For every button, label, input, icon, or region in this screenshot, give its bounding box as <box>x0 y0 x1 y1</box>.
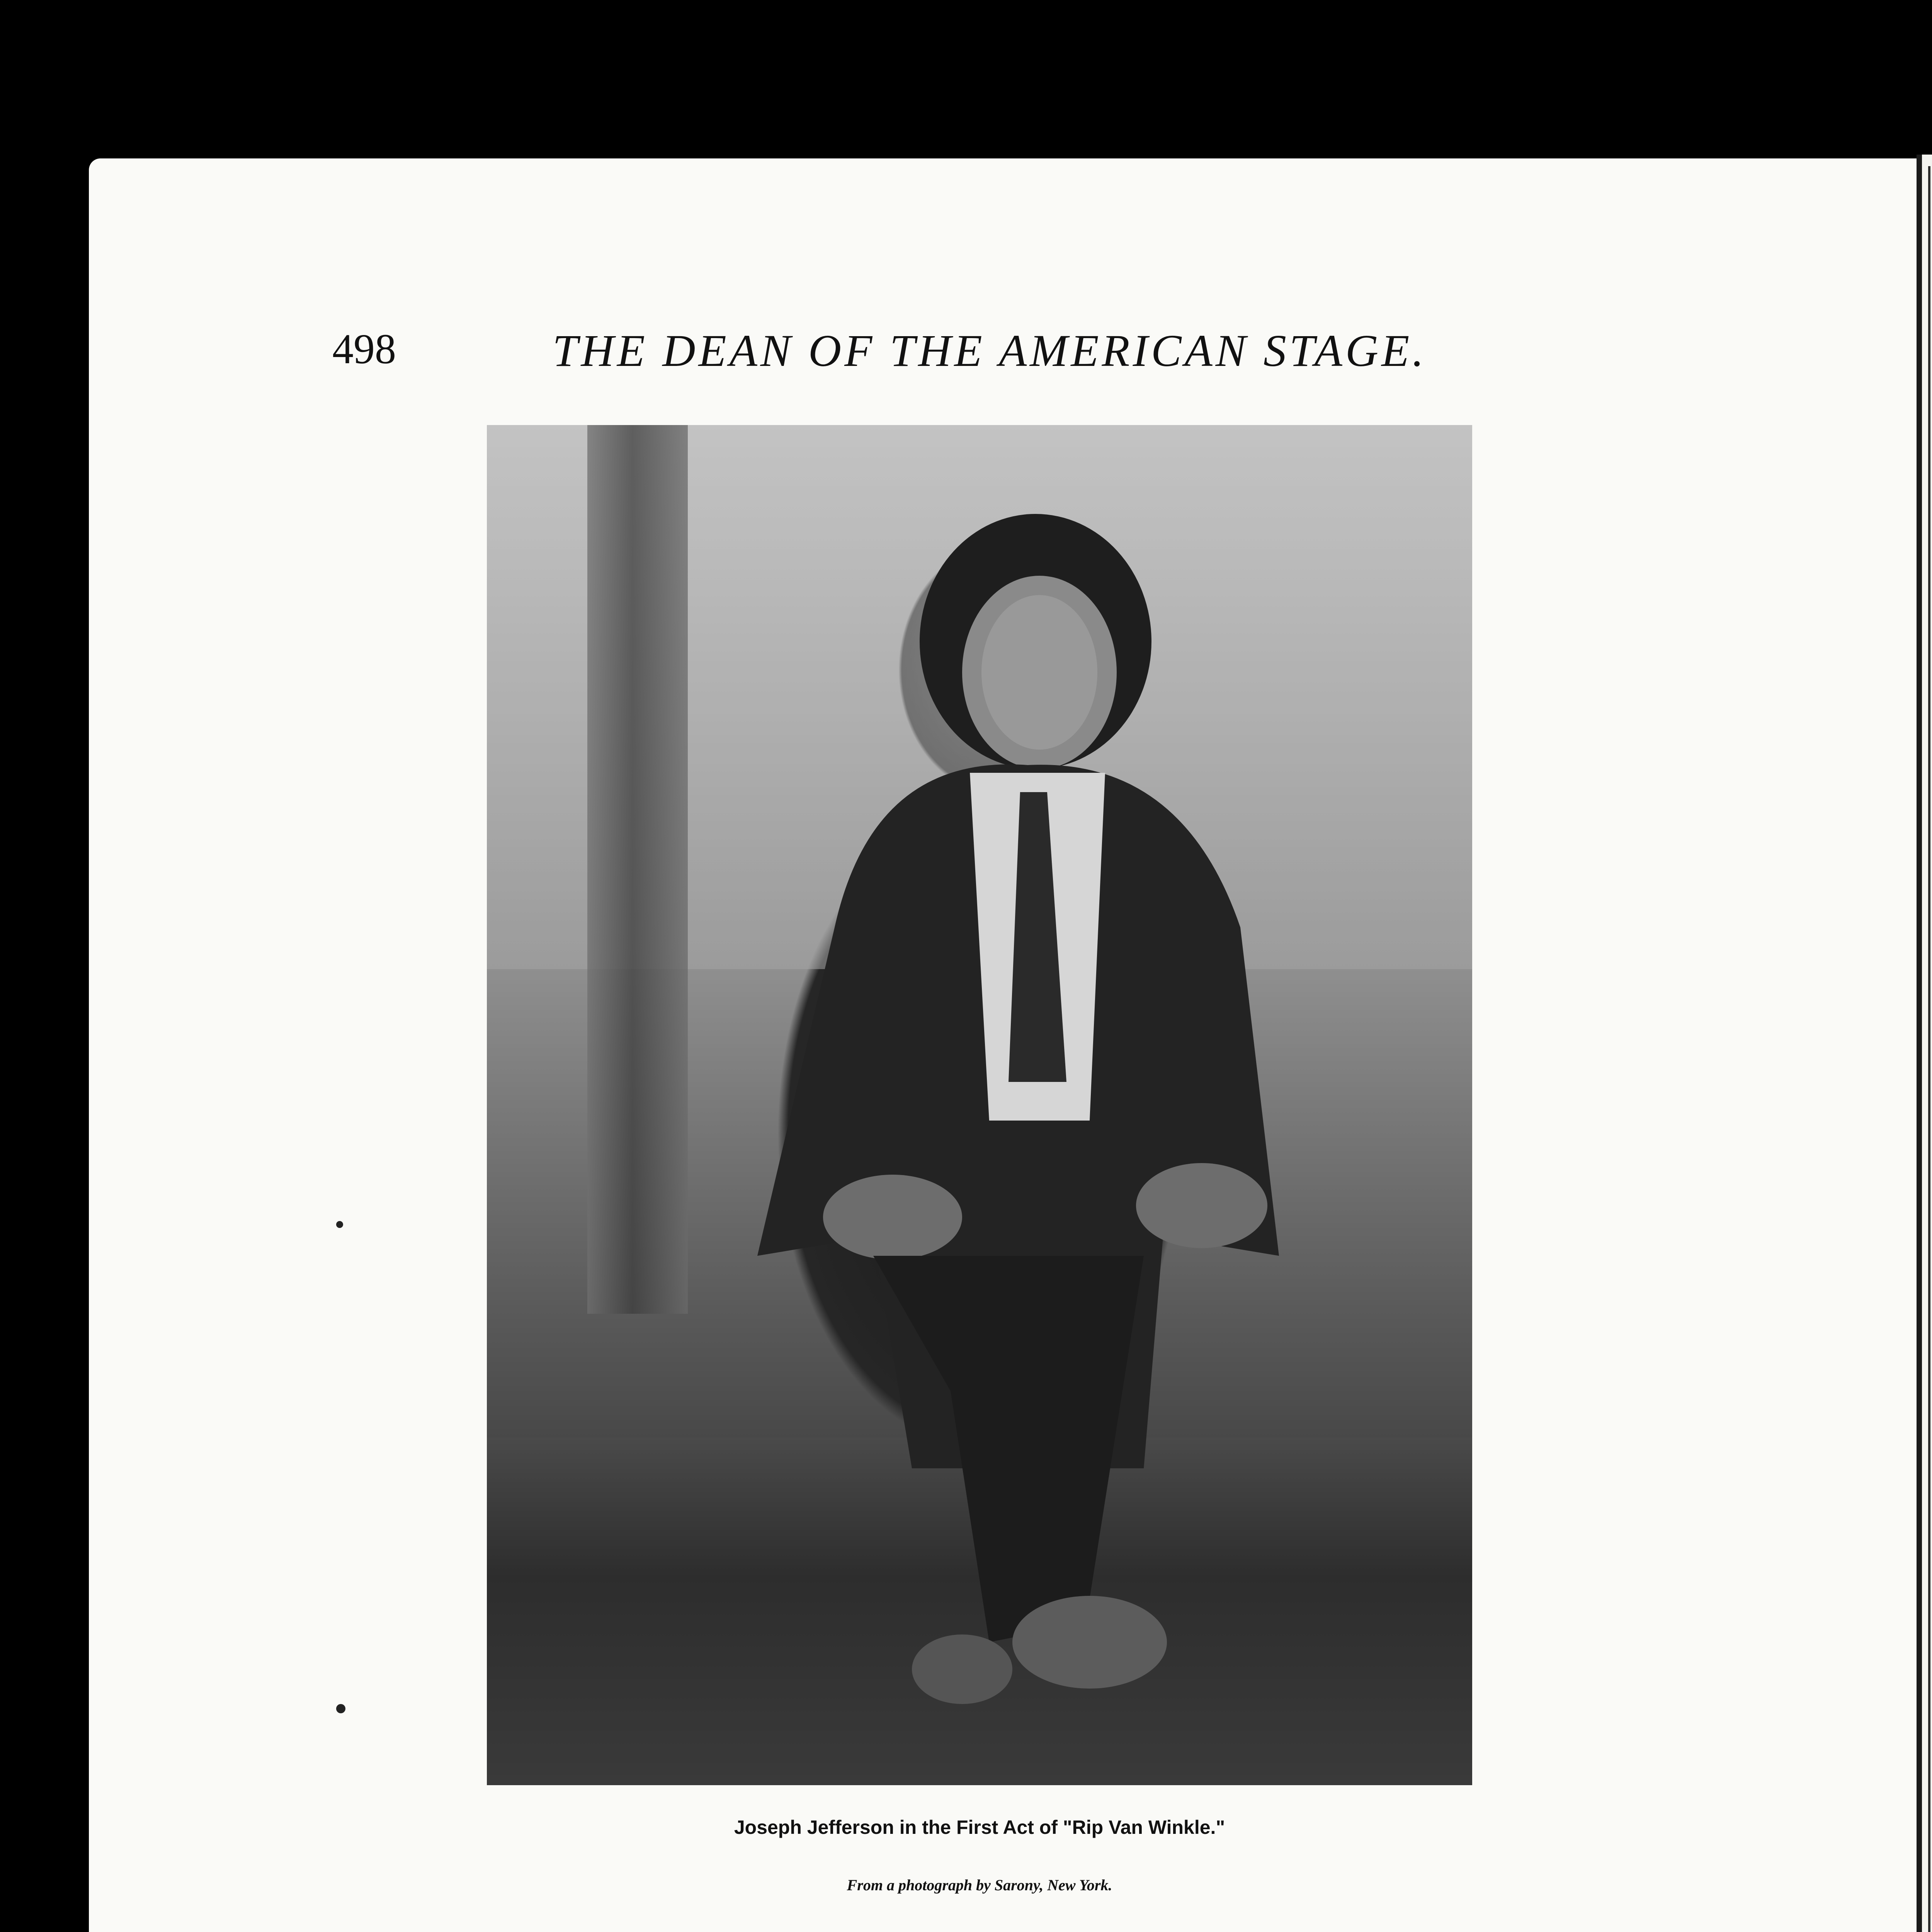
running-title: THE DEAN OF THE AMERICAN STAGE. <box>553 325 1427 376</box>
page-spine <box>1928 166 1930 1932</box>
photo-credit: From a photograph by Sarony, New York. <box>847 1876 1112 1894</box>
portrait-photograph <box>487 425 1472 1785</box>
seated-figure-illustration <box>487 425 1472 1785</box>
scan-speck <box>336 1221 343 1228</box>
photo-caption: Joseph Jefferson in the First Act of "Rip Van Winkle." <box>734 1816 1225 1838</box>
page-header <box>332 325 1522 386</box>
scan-speck <box>336 1704 345 1713</box>
page-number: 498 <box>332 325 396 372</box>
